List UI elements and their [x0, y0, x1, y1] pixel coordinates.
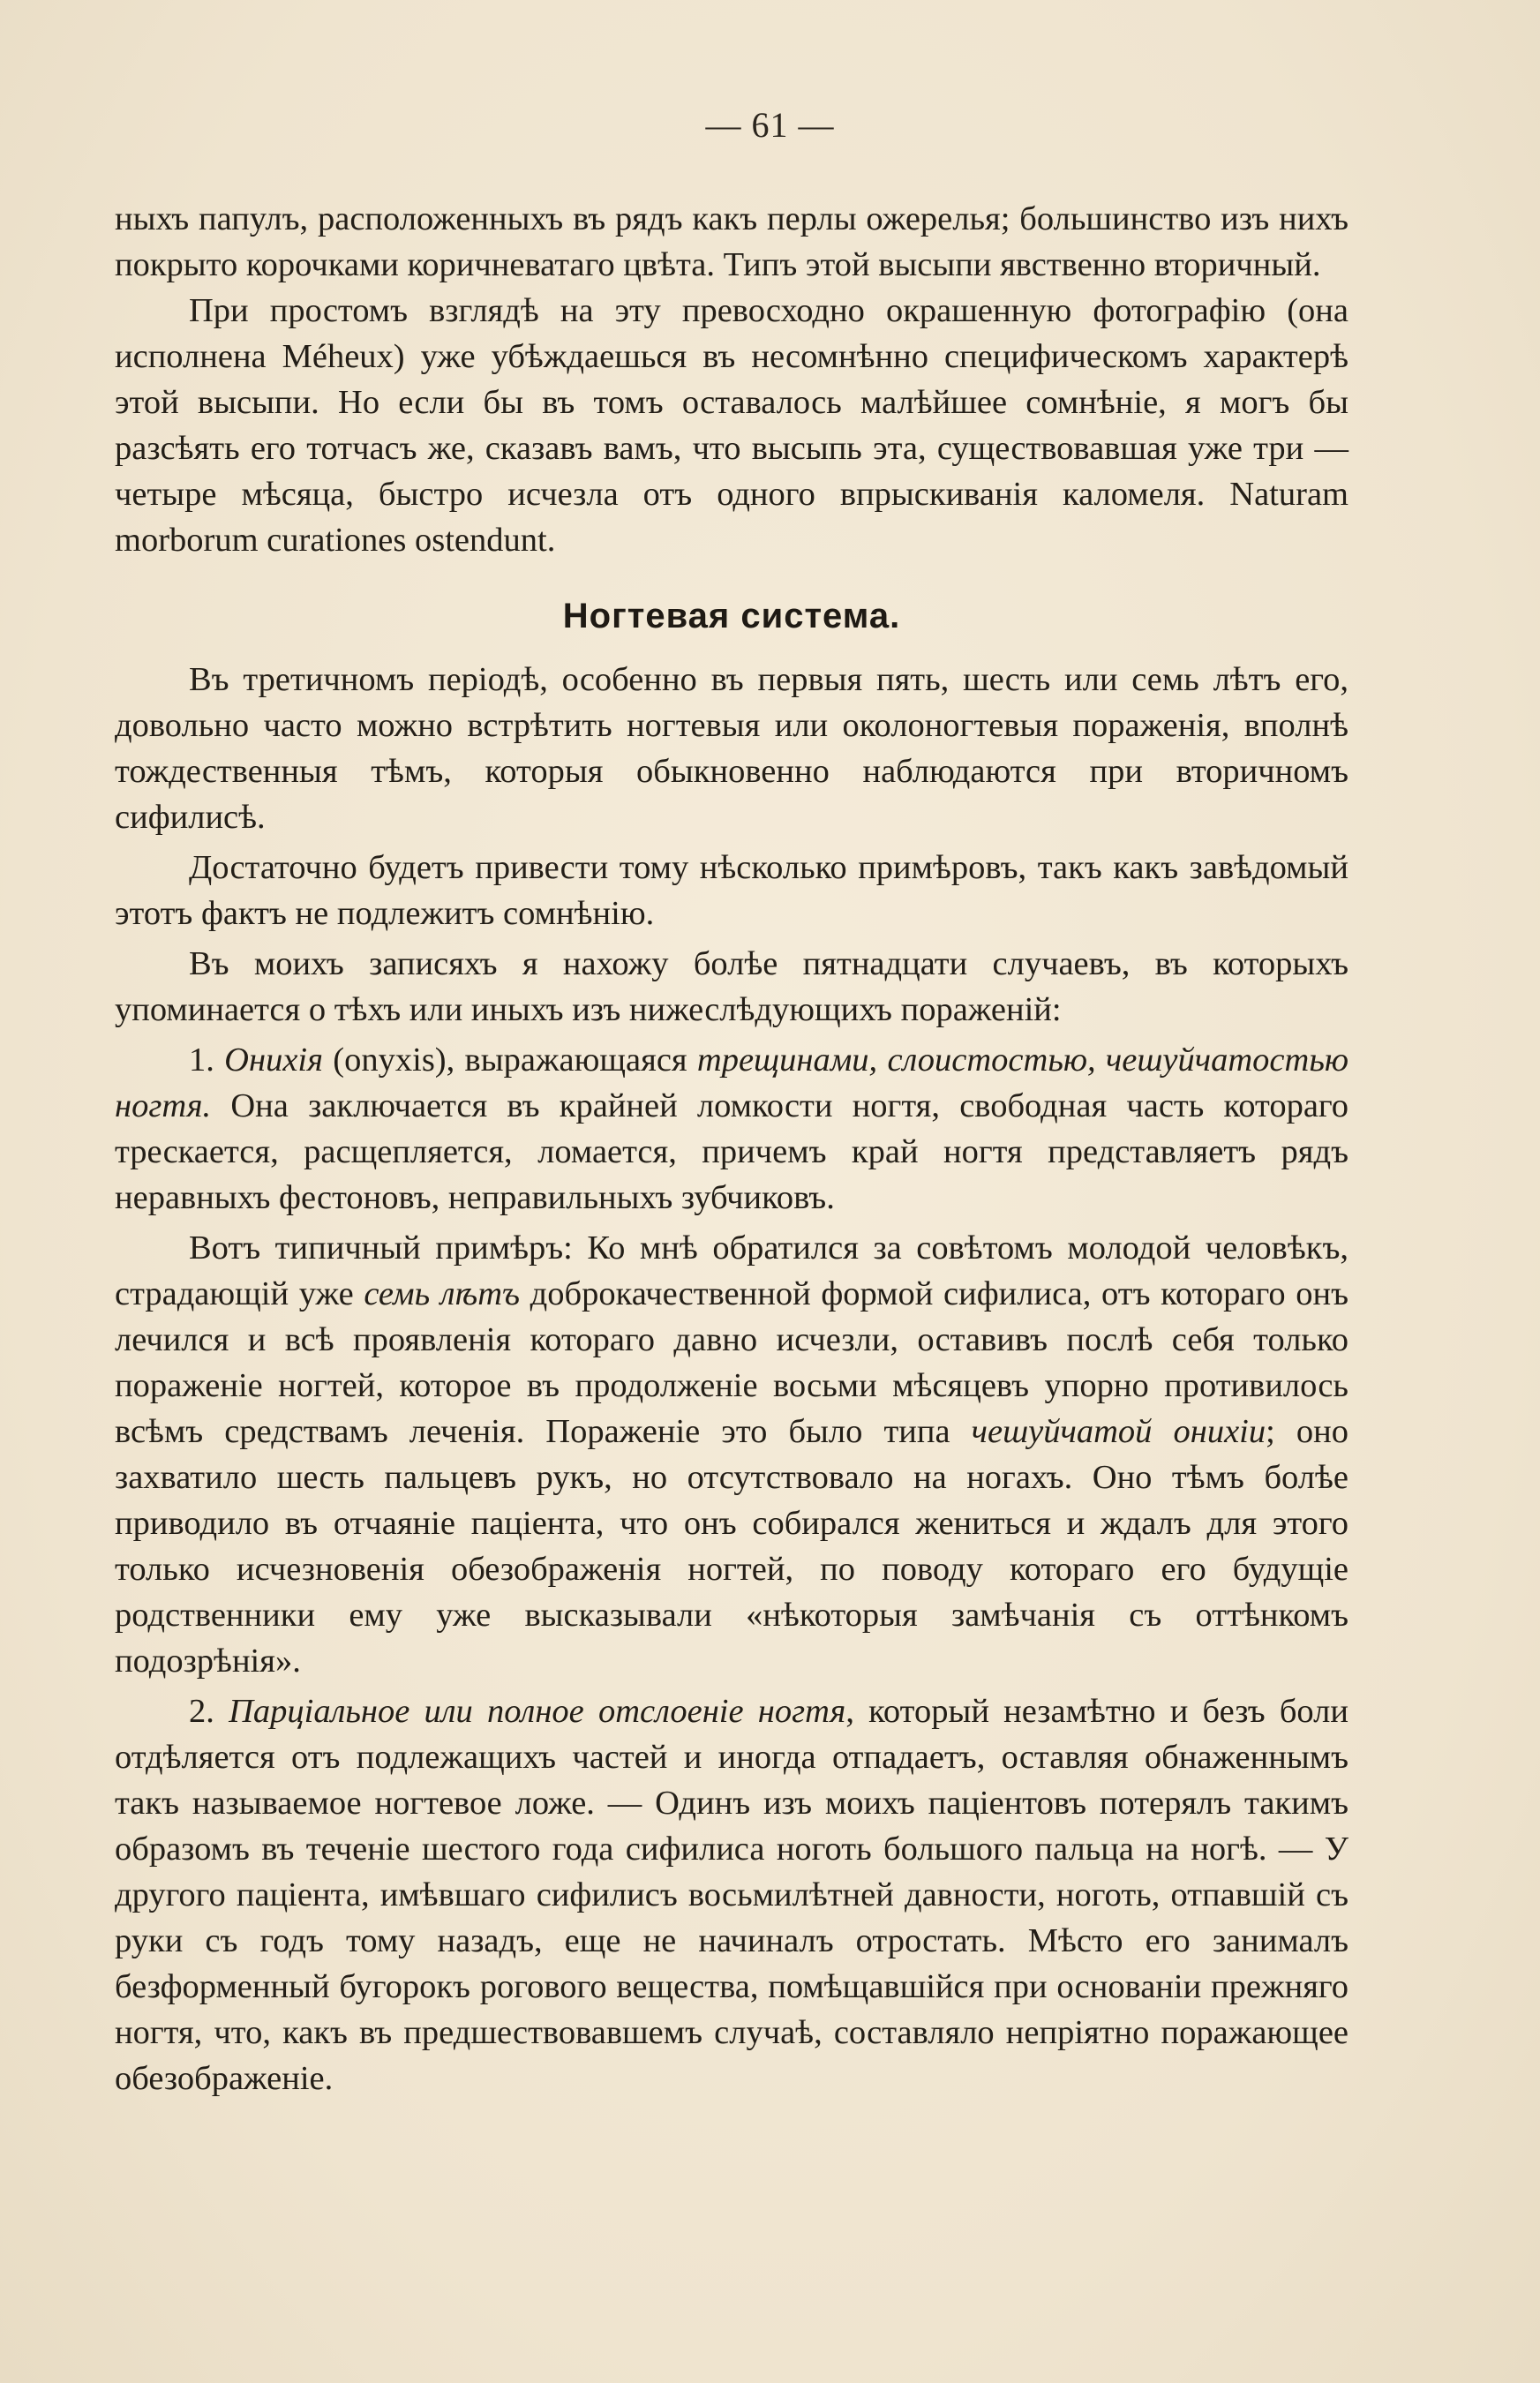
paragraph-typical-example	[115, 1225, 1348, 1684]
page-body	[115, 196, 1348, 2106]
paragraph-text: При простомъ взглядѣ на эту превосходно окрашенную фотографію (она исполнена Méheux) уже убѣждаешься въ несомнѣнно специфическомъ характерѣ этой высыпи. Но если бы въ томъ оставалось малѣйшее сомнѣніе, я могъ бы разсѣять его тотчасъ же, сказавъ вамъ, что высыпь эта, существовавшая уже три — четыре мѣсяца, быстро исчезла отъ одного впрыскиванія каломеля. Naturam morborum curationes ostendunt.	[115, 292, 1348, 559]
paragraph-text: Въ третичномъ періодѣ, особенно въ первыя пять, шесть или семь лѣтъ его, довольно часто можно встрѣтить ногтевыя или околоногтевыя пораженія, вполнѣ тождественныя тѣмъ, которыя обыкновенно наблюдаются при вторичномъ сифилисѣ.	[115, 661, 1348, 836]
paragraph-photo-description	[115, 288, 1348, 563]
paragraph-text: (onyxis), выражающаяся	[323, 1041, 697, 1079]
list-number: 1.	[189, 1041, 225, 1079]
italic-term: чешуйчатой онихіи	[971, 1413, 1266, 1450]
paragraph-text: ; оно захватило шесть пальцевъ рукъ, но отсутствовало на ногахъ. Оно тѣмъ болѣе приводило въ отчаяніе паціента, что онъ собирался жениться и ждалъ для этого только исчезновенія обезображенія ногтей, по поводу котораго его будущіе родственники ему уже высказывали «нѣкоторыя замѣчанія съ оттѣнкомъ подозрѣнія».	[115, 1413, 1348, 1680]
list-number: 2.	[189, 1693, 229, 1730]
section-heading: Ногтевая система.	[562, 597, 901, 635]
paragraph-onyxis	[115, 1037, 1348, 1221]
paragraph-text: Въ моихъ записяхъ я нахожу болѣе пятнадцати случаевъ, въ которыхъ упоминается о тѣхъ или иныхъ изъ нижеслѣдующихъ пораженій:	[115, 945, 1348, 1028]
italic-term: трещинами, слоистостью, чешуйчатостью ногтя.	[115, 1041, 1348, 1124]
paragraph-text: Достаточно будетъ привести тому нѣсколько примѣровъ, такъ какъ завѣдомый этотъ фактъ не подлежитъ сомнѣнію.	[115, 849, 1348, 932]
italic-term: Парціальное или полное отслоеніе ногтя	[229, 1693, 846, 1730]
paragraph-examples-intro	[115, 845, 1348, 936]
paragraph-records	[115, 941, 1348, 1033]
paragraph-continuation	[115, 196, 1348, 288]
paragraph-text: Вотъ типичный примѣръ: Ко мнѣ обратился за совѣтомъ молодой человѣкъ, страдающій уже	[115, 1229, 1348, 1312]
paragraph-text: Она заключается въ крайней ломкости ногтя, свободная часть котораго трескается, расщепляется, ломается, причемъ край ногтя представляетъ рядъ неравныхъ фестоновъ, неправильныхъ зубчиковъ.	[115, 1087, 1348, 1216]
paragraph-tertiary-period	[115, 657, 1348, 840]
paragraph-text: ныхъ папулъ, расположенныхъ въ рядъ какъ перлы ожерелья; большинство изъ нихъ покрыто корочками коричневатаго цвѣта. Типъ этой высыпи явственно вторичный.	[115, 200, 1348, 283]
paragraph-text: , который незамѣтно и безъ боли отдѣляется отъ подлежащихъ частей и иногда отпадаетъ, оставляя обнаженнымъ такъ называемое ногтевое ложе. — Одинъ изъ моихъ паціентовъ потерялъ такимъ образомъ въ теченіе шестого года сифилиса ноготь большого пальца на ногѣ. — У другого паціента, имѣвшаго сифилисъ восьмилѣтней давности, ноготь, отпавшій съ руки съ годъ тому назадъ, еще не начиналъ отростать. Мѣсто его занималъ безформенный бугорокъ рогового вещества, помѣщавшійся при основаніи прежняго ногтя, что, какъ въ предшествовавшемъ случаѣ, составляло непріятно поражающее обезображеніе.	[115, 1693, 1348, 2097]
paragraph-nail-detachment	[115, 1688, 1348, 2101]
page-number: — 61 —	[705, 105, 835, 145]
italic-term: Онихія	[224, 1041, 324, 1079]
italic-term: семь лѣтъ	[364, 1275, 521, 1312]
paragraph-text: доброкачественной формой сифилиса, отъ котораго онъ лечился и всѣ проявленія котораго давно исчезли, оставивъ послѣ себя только пораженіе ногтей, которое въ продолженіе восьми мѣсяцевъ упорно противилось всѣмъ средствамъ леченія. Пораженіе это было типа	[115, 1275, 1348, 1450]
